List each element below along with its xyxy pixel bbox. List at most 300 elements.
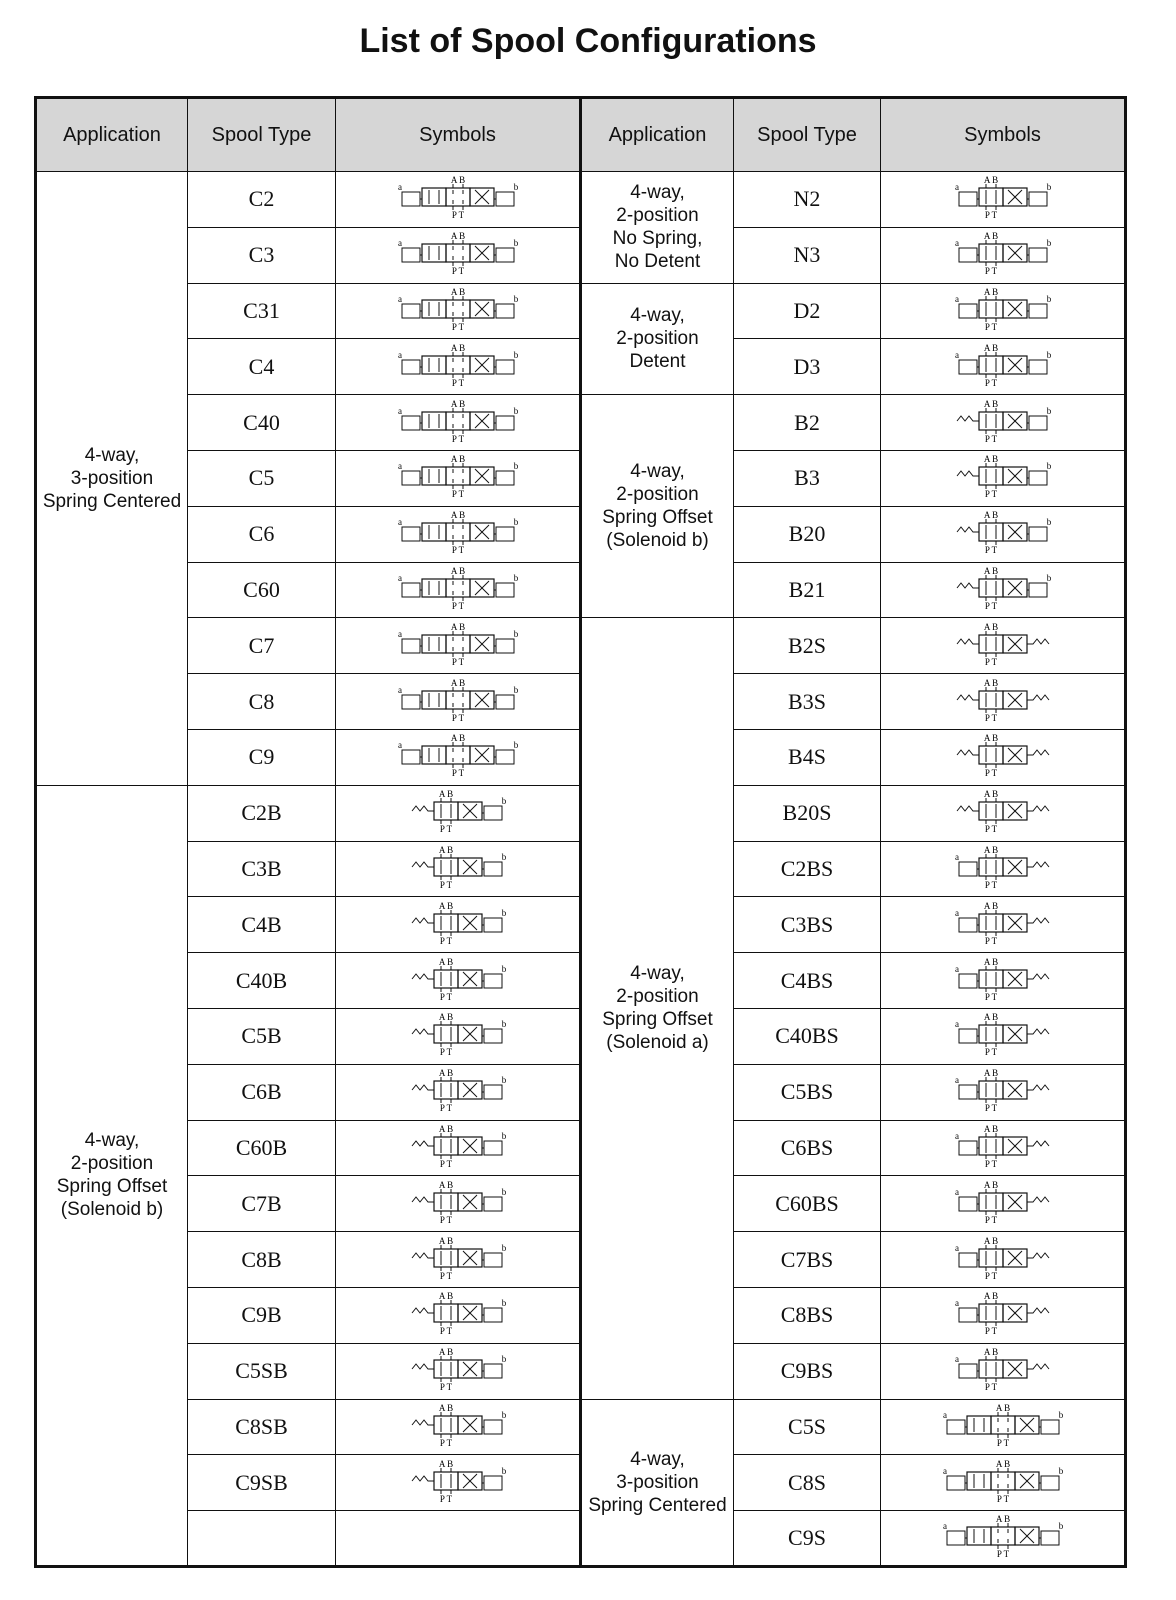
- spool-type-cell: N2: [734, 172, 881, 228]
- spool-type-cell: C2: [188, 172, 336, 228]
- symbol-cell: [881, 674, 1126, 730]
- spool-type-cell: C7: [188, 618, 336, 674]
- spool-type-cell: C8SB: [188, 1399, 336, 1455]
- port-label-ab: A B: [450, 565, 465, 576]
- valve-symbol-icon: [903, 453, 1103, 503]
- port-label-pt: P T: [439, 991, 452, 1002]
- spool-type-cell: C3: [188, 227, 336, 283]
- spool-type-cell: B3: [734, 450, 881, 506]
- solenoid-b-label: b: [1058, 1465, 1063, 1476]
- solenoid-b-label: b: [501, 1298, 506, 1309]
- valve-symbol-icon: [903, 286, 1103, 336]
- solenoid-a-label: a: [954, 182, 959, 193]
- port-label-ab: A B: [438, 1402, 453, 1413]
- valve-symbol-icon: [903, 1402, 1103, 1452]
- solenoid-b-label: b: [1058, 1409, 1063, 1420]
- port-label-pt: P T: [439, 824, 452, 835]
- symbol-cell: [336, 1343, 581, 1399]
- valve-symbol-icon: [903, 230, 1103, 280]
- port-label-pt: P T: [439, 935, 452, 946]
- solenoid-a-label: a: [397, 572, 402, 583]
- solenoid-b-label: b: [501, 1242, 506, 1253]
- port-label-pt: P T: [439, 1270, 452, 1281]
- valve-symbol-icon: [358, 788, 558, 838]
- solenoid-b-label: b: [1046, 517, 1051, 528]
- valve-symbol-icon: [903, 844, 1103, 894]
- port-label-pt: P T: [984, 266, 997, 277]
- solenoid-a-label: a: [954, 963, 959, 974]
- port-label-pt: P T: [984, 712, 997, 723]
- solenoid-a-label: a: [954, 1298, 959, 1309]
- valve-symbol-icon: [358, 1235, 558, 1285]
- application-cell-right: 4-way, 2-position Spring Offset (Solenoid b): [581, 395, 734, 618]
- symbol-cell: [881, 1120, 1126, 1176]
- spool-type-cell: C60BS: [734, 1176, 881, 1232]
- spool-type-cell: C2BS: [734, 841, 881, 897]
- solenoid-a-label: a: [942, 1465, 947, 1476]
- solenoid-a-label: a: [954, 907, 959, 918]
- application-cell-left: 4-way, 2-position Spring Offset (Solenoid b): [36, 785, 188, 1566]
- solenoid-b-label: b: [513, 182, 518, 193]
- solenoid-a-label: a: [397, 405, 402, 416]
- port-label-pt: P T: [984, 377, 997, 388]
- port-label-pt: P T: [451, 656, 464, 667]
- solenoid-a-label: a: [954, 293, 959, 304]
- valve-symbol-icon: [358, 956, 558, 1006]
- port-label-ab: A B: [438, 956, 453, 967]
- port-label-ab: A B: [983, 1068, 998, 1079]
- table-row: [36, 283, 1126, 339]
- symbol-cell: [881, 506, 1126, 562]
- symbol-cell: [881, 227, 1126, 283]
- valve-symbol-icon: [358, 1067, 558, 1117]
- port-label-pt: P T: [439, 1326, 452, 1337]
- port-label-ab: A B: [983, 1012, 998, 1023]
- port-label-ab: A B: [438, 1012, 453, 1023]
- port-label-ab: A B: [983, 1179, 998, 1190]
- spool-type-cell: C60: [188, 562, 336, 618]
- symbol-cell: [881, 1399, 1126, 1455]
- solenoid-b-label: b: [1046, 572, 1051, 583]
- port-label-ab: A B: [450, 398, 465, 409]
- port-label-ab: A B: [438, 900, 453, 911]
- solenoid-b-label: b: [513, 405, 518, 416]
- port-label-ab: A B: [983, 733, 998, 744]
- solenoid-a-label: a: [954, 1075, 959, 1086]
- header-application-left: Application: [36, 98, 188, 172]
- valve-symbol-icon: [358, 1346, 558, 1396]
- port-label-pt: P T: [984, 210, 997, 221]
- valve-symbol-icon: [358, 1290, 558, 1340]
- port-label-pt: P T: [984, 824, 997, 835]
- port-label-pt: P T: [451, 768, 464, 779]
- solenoid-b-label: b: [513, 238, 518, 249]
- port-label-ab: A B: [450, 342, 465, 353]
- port-label-pt: P T: [984, 1047, 997, 1058]
- port-label-ab: A B: [438, 789, 453, 800]
- solenoid-a-label: a: [954, 1130, 959, 1141]
- port-label-pt: P T: [451, 712, 464, 723]
- solenoid-a-label: a: [397, 740, 402, 751]
- port-label-pt: P T: [439, 879, 452, 890]
- port-label-pt: P T: [451, 489, 464, 500]
- valve-symbol-icon: [903, 398, 1103, 448]
- symbol-cell: [881, 1232, 1126, 1288]
- spool-type-cell: C9SB: [188, 1455, 336, 1511]
- symbol-cell: [881, 841, 1126, 897]
- valve-symbol-icon: [358, 286, 558, 336]
- spool-type-cell: C4B: [188, 897, 336, 953]
- port-label-pt: P T: [984, 545, 997, 556]
- header-spool-type-right: Spool Type: [734, 98, 881, 172]
- symbol-cell: [336, 1120, 581, 1176]
- port-label-ab: A B: [450, 175, 465, 186]
- table-row: [36, 1399, 1126, 1455]
- port-label-ab: A B: [983, 677, 998, 688]
- solenoid-b-label: b: [513, 517, 518, 528]
- solenoid-a-label: a: [954, 851, 959, 862]
- spool-type-cell: [188, 1511, 336, 1567]
- port-label-ab: A B: [983, 621, 998, 632]
- solenoid-a-label: a: [397, 349, 402, 360]
- solenoid-b-label: b: [501, 1186, 506, 1197]
- port-label-pt: P T: [984, 879, 997, 890]
- spool-type-cell: C4: [188, 339, 336, 395]
- valve-symbol-icon: [903, 677, 1103, 727]
- port-label-pt: P T: [984, 1326, 997, 1337]
- port-label-pt: P T: [984, 768, 997, 779]
- symbol-cell: [881, 1455, 1126, 1511]
- solenoid-b-label: b: [1046, 349, 1051, 360]
- port-label-pt: P T: [439, 1158, 452, 1169]
- spool-type-cell: C9B: [188, 1287, 336, 1343]
- spool-type-cell: B20S: [734, 785, 881, 841]
- valve-symbol-icon: [903, 1346, 1103, 1396]
- port-label-ab: A B: [450, 286, 465, 297]
- solenoid-b-label: b: [501, 1409, 506, 1420]
- port-label-pt: P T: [984, 1382, 997, 1393]
- valve-symbol-icon: [903, 1513, 1103, 1563]
- spool-type-cell: D3: [734, 339, 881, 395]
- symbol-cell: [336, 785, 581, 841]
- symbol-cell: [881, 1064, 1126, 1120]
- symbol-cell: [336, 172, 581, 228]
- port-label-pt: P T: [996, 1493, 1009, 1504]
- solenoid-b-label: b: [501, 1019, 506, 1030]
- valve-symbol-icon: [358, 398, 558, 448]
- valve-symbol-icon: [358, 621, 558, 671]
- port-label-ab: A B: [983, 1235, 998, 1246]
- port-label-ab: A B: [983, 1123, 998, 1134]
- valve-symbol-icon: [903, 1179, 1103, 1229]
- solenoid-b-label: b: [1046, 461, 1051, 472]
- symbol-cell: [336, 450, 581, 506]
- spool-type-cell: C3B: [188, 841, 336, 897]
- port-label-pt: P T: [451, 210, 464, 221]
- spool-type-cell: C5B: [188, 1008, 336, 1064]
- port-label-ab: A B: [983, 565, 998, 576]
- valve-symbol-icon: [903, 174, 1103, 224]
- symbol-cell: [881, 729, 1126, 785]
- symbol-cell: [336, 674, 581, 730]
- valve-symbol-icon: [358, 1123, 558, 1173]
- port-label-ab: A B: [995, 1514, 1010, 1525]
- solenoid-a-label: a: [397, 517, 402, 528]
- port-label-pt: P T: [439, 1047, 452, 1058]
- spool-type-cell: C9BS: [734, 1343, 881, 1399]
- solenoid-b-label: b: [1046, 238, 1051, 249]
- symbol-cell: [336, 506, 581, 562]
- spool-type-cell: C6: [188, 506, 336, 562]
- valve-symbol-icon: [358, 230, 558, 280]
- symbol-cell: [336, 1232, 581, 1288]
- port-label-pt: P T: [439, 1493, 452, 1504]
- solenoid-b-label: b: [1046, 405, 1051, 416]
- symbol-cell: [881, 785, 1126, 841]
- port-label-ab: A B: [438, 1291, 453, 1302]
- header-symbols-left: Symbols: [336, 98, 581, 172]
- port-label-pt: P T: [439, 1382, 452, 1393]
- solenoid-b-label: b: [513, 461, 518, 472]
- port-label-ab: A B: [983, 454, 998, 465]
- solenoid-b-label: b: [501, 851, 506, 862]
- spool-type-cell: B2: [734, 395, 881, 451]
- solenoid-b-label: b: [501, 1130, 506, 1141]
- symbol-cell: [336, 227, 581, 283]
- header-symbols-right: Symbols: [881, 98, 1126, 172]
- port-label-ab: A B: [450, 677, 465, 688]
- symbol-cell: [336, 953, 581, 1009]
- solenoid-a-label: a: [954, 1019, 959, 1030]
- symbol-cell: [336, 1064, 581, 1120]
- port-label-ab: A B: [438, 1068, 453, 1079]
- valve-symbol-icon: [358, 565, 558, 615]
- port-label-ab: A B: [450, 231, 465, 242]
- symbol-cell: [336, 618, 581, 674]
- solenoid-a-label: a: [397, 182, 402, 193]
- solenoid-a-label: a: [942, 1409, 947, 1420]
- solenoid-b-label: b: [501, 1075, 506, 1086]
- port-label-pt: P T: [996, 1437, 1009, 1448]
- symbol-cell: [881, 395, 1126, 451]
- solenoid-a-label: a: [954, 1354, 959, 1365]
- symbol-cell: [881, 1343, 1126, 1399]
- port-label-ab: A B: [983, 1291, 998, 1302]
- solenoid-a-label: a: [942, 1521, 947, 1532]
- valve-symbol-icon: [903, 1067, 1103, 1117]
- valve-symbol-icon: [358, 453, 558, 503]
- valve-symbol-icon: [358, 509, 558, 559]
- valve-symbol-icon: [358, 342, 558, 392]
- spool-type-cell: B4S: [734, 729, 881, 785]
- table-row: [36, 172, 1126, 228]
- solenoid-b-label: b: [513, 628, 518, 639]
- port-label-ab: A B: [438, 1123, 453, 1134]
- valve-symbol-icon: [903, 509, 1103, 559]
- port-label-ab: A B: [983, 844, 998, 855]
- spool-type-cell: C5: [188, 450, 336, 506]
- solenoid-b-label: b: [1058, 1521, 1063, 1532]
- valve-symbol-icon: [903, 900, 1103, 950]
- spool-type-cell: B21: [734, 562, 881, 618]
- solenoid-b-label: b: [513, 684, 518, 695]
- symbol-cell: [881, 172, 1126, 228]
- application-cell-right: 4-way, 2-position No Spring, No Detent: [581, 172, 734, 284]
- port-label-pt: P T: [984, 935, 997, 946]
- port-label-ab: A B: [438, 1235, 453, 1246]
- symbol-cell: [336, 1287, 581, 1343]
- symbol-cell: [881, 450, 1126, 506]
- port-label-pt: P T: [984, 991, 997, 1002]
- symbol-cell: [336, 562, 581, 618]
- port-label-ab: A B: [995, 1458, 1010, 1469]
- port-label-pt: P T: [439, 1103, 452, 1114]
- port-label-pt: P T: [451, 545, 464, 556]
- symbol-cell: [881, 953, 1126, 1009]
- spool-type-cell: C5SB: [188, 1343, 336, 1399]
- symbol-cell: [881, 1287, 1126, 1343]
- valve-symbol-icon: [358, 1402, 558, 1452]
- port-label-ab: A B: [450, 510, 465, 521]
- port-label-ab: A B: [983, 956, 998, 967]
- symbol-cell: [336, 339, 581, 395]
- port-label-ab: A B: [995, 1402, 1010, 1413]
- port-label-ab: A B: [983, 231, 998, 242]
- valve-symbol-icon: [903, 732, 1103, 782]
- valve-symbol-icon: [903, 1123, 1103, 1173]
- port-label-pt: P T: [984, 656, 997, 667]
- spool-type-cell: C9S: [734, 1511, 881, 1567]
- table-row: [36, 618, 1126, 674]
- valve-symbol-icon: [903, 621, 1103, 671]
- solenoid-a-label: a: [954, 1186, 959, 1197]
- valve-symbol-icon: [903, 956, 1103, 1006]
- valve-symbol-icon: [358, 732, 558, 782]
- valve-symbol-icon: [358, 174, 558, 224]
- spool-type-cell: C2B: [188, 785, 336, 841]
- spool-type-cell: C3BS: [734, 897, 881, 953]
- spool-type-cell: D2: [734, 283, 881, 339]
- solenoid-a-label: a: [954, 238, 959, 249]
- spool-type-cell: B2S: [734, 618, 881, 674]
- valve-symbol-icon: [358, 844, 558, 894]
- symbol-cell: [336, 1455, 581, 1511]
- solenoid-a-label: a: [954, 1242, 959, 1253]
- port-label-ab: A B: [438, 1458, 453, 1469]
- port-label-pt: P T: [984, 433, 997, 444]
- spool-type-cell: C8S: [734, 1455, 881, 1511]
- symbol-cell: [881, 1176, 1126, 1232]
- solenoid-a-label: a: [397, 238, 402, 249]
- symbol-cell: [336, 729, 581, 785]
- symbol-cell: [881, 339, 1126, 395]
- port-label-pt: P T: [439, 1214, 452, 1225]
- valve-symbol-icon: [903, 342, 1103, 392]
- spool-type-cell: C40B: [188, 953, 336, 1009]
- solenoid-a-label: a: [397, 628, 402, 639]
- port-label-pt: P T: [984, 1103, 997, 1114]
- port-label-pt: P T: [451, 266, 464, 277]
- spool-type-cell: C8: [188, 674, 336, 730]
- spool-type-cell: C6BS: [734, 1120, 881, 1176]
- solenoid-b-label: b: [1046, 293, 1051, 304]
- valve-symbol-icon: [903, 788, 1103, 838]
- valve-symbol-icon: [903, 1458, 1103, 1508]
- port-label-ab: A B: [983, 175, 998, 186]
- port-label-pt: P T: [451, 377, 464, 388]
- spool-table: [34, 96, 1127, 1568]
- spool-type-cell: C4BS: [734, 953, 881, 1009]
- spool-type-cell: B3S: [734, 674, 881, 730]
- port-label-pt: P T: [984, 1270, 997, 1281]
- header-row: [36, 98, 1126, 172]
- port-label-pt: P T: [439, 1437, 452, 1448]
- spool-type-cell: C5S: [734, 1399, 881, 1455]
- application-cell-right: 4-way, 2-position Detent: [581, 283, 734, 395]
- port-label-ab: A B: [983, 789, 998, 800]
- spool-type-cell: B20: [734, 506, 881, 562]
- solenoid-b-label: b: [1046, 182, 1051, 193]
- spool-type-cell: C8B: [188, 1232, 336, 1288]
- solenoid-b-label: b: [513, 293, 518, 304]
- symbol-cell: [881, 1511, 1126, 1567]
- port-label-ab: A B: [438, 1179, 453, 1190]
- symbol-cell: [336, 1176, 581, 1232]
- symbol-cell: [336, 897, 581, 953]
- port-label-ab: A B: [450, 454, 465, 465]
- valve-symbol-icon: [903, 1290, 1103, 1340]
- solenoid-b-label: b: [501, 1465, 506, 1476]
- spool-table-body: [36, 172, 1126, 1567]
- port-label-ab: A B: [983, 900, 998, 911]
- solenoid-a-label: a: [397, 293, 402, 304]
- symbol-cell: [881, 897, 1126, 953]
- spool-type-cell: C6B: [188, 1064, 336, 1120]
- port-label-ab: A B: [983, 342, 998, 353]
- spool-type-cell: N3: [734, 227, 881, 283]
- solenoid-b-label: b: [513, 740, 518, 751]
- symbol-cell: [336, 283, 581, 339]
- valve-symbol-icon: [358, 1179, 558, 1229]
- header-application-right: Application: [581, 98, 734, 172]
- valve-symbol-icon: [903, 565, 1103, 615]
- port-label-ab: A B: [438, 1347, 453, 1358]
- valve-symbol-icon: [358, 677, 558, 727]
- symbol-cell: [881, 1008, 1126, 1064]
- spool-type-cell: C40: [188, 395, 336, 451]
- symbol-cell: [336, 395, 581, 451]
- port-label-pt: P T: [984, 1214, 997, 1225]
- valve-symbol-icon: [358, 1458, 558, 1508]
- spool-type-cell: C60B: [188, 1120, 336, 1176]
- solenoid-b-label: b: [501, 1354, 506, 1365]
- symbol-cell: [336, 1008, 581, 1064]
- spool-type-cell: C5BS: [734, 1064, 881, 1120]
- solenoid-b-label: b: [513, 349, 518, 360]
- port-label-pt: P T: [984, 1158, 997, 1169]
- symbol-cell: [336, 1511, 581, 1567]
- application-cell-left: 4-way, 3-position Spring Centered: [36, 172, 188, 786]
- symbol-cell: [336, 841, 581, 897]
- valve-symbol-icon: [358, 900, 558, 950]
- port-label-ab: A B: [438, 844, 453, 855]
- valve-symbol-icon: [903, 1235, 1103, 1285]
- symbol-cell: [881, 562, 1126, 618]
- spool-type-cell: C31: [188, 283, 336, 339]
- solenoid-b-label: b: [501, 963, 506, 974]
- page-title: List of Spool Configurations: [359, 22, 817, 60]
- application-cell-right: 4-way, 3-position Spring Centered: [581, 1399, 734, 1566]
